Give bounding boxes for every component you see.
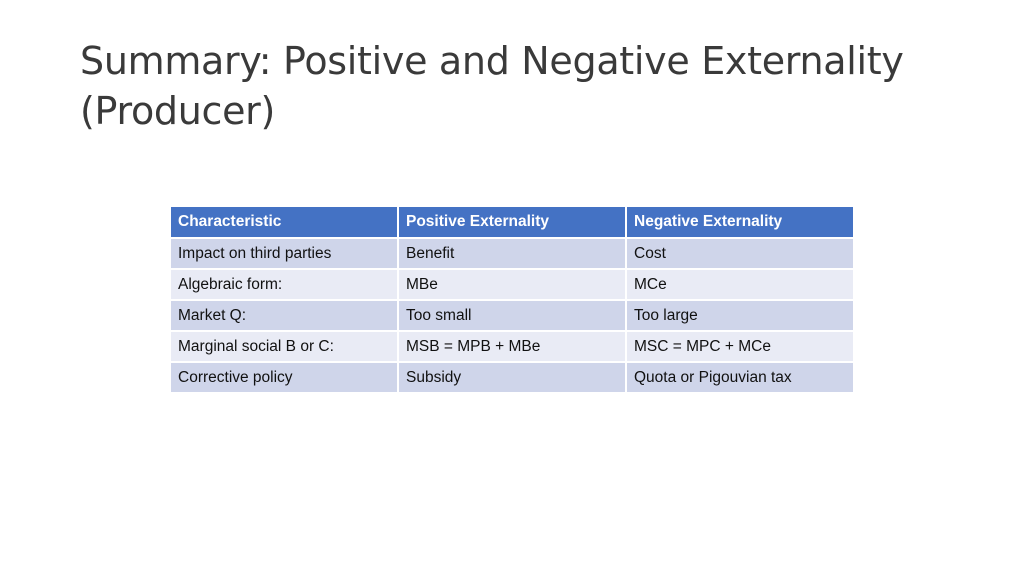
cell-negative: MSC = MPC + MCe bbox=[626, 331, 853, 362]
externality-comparison-table bbox=[171, 207, 853, 394]
header-characteristic: Characteristic bbox=[171, 207, 398, 238]
table-row bbox=[171, 238, 853, 269]
slide-title-line-2: (Producer) bbox=[80, 89, 276, 133]
table-row bbox=[171, 362, 853, 393]
header-positive-externality: Positive Externality bbox=[398, 207, 626, 238]
cell-negative: MCe bbox=[626, 269, 853, 300]
cell-positive: Too small bbox=[398, 300, 626, 331]
table-row bbox=[171, 300, 853, 331]
table-header-row bbox=[171, 207, 853, 238]
cell-negative: Quota or Pigouvian tax bbox=[626, 362, 853, 393]
cell-characteristic: Market Q: bbox=[171, 300, 398, 331]
cell-positive: Subsidy bbox=[398, 362, 626, 393]
table-row bbox=[171, 269, 853, 300]
cell-positive: MSB = MPB + MBe bbox=[398, 331, 626, 362]
cell-characteristic: Impact on third parties bbox=[171, 238, 398, 269]
cell-positive: MBe bbox=[398, 269, 626, 300]
table-row bbox=[171, 331, 853, 362]
slide-title bbox=[80, 36, 960, 136]
table-body bbox=[171, 238, 853, 393]
slide-title-line-1: Summary: Positive and Negative Externality bbox=[80, 39, 904, 83]
cell-positive: Benefit bbox=[398, 238, 626, 269]
comparison-table-container bbox=[171, 207, 853, 394]
cell-characteristic: Corrective policy bbox=[171, 362, 398, 393]
cell-negative: Cost bbox=[626, 238, 853, 269]
table-header bbox=[171, 207, 853, 238]
cell-characteristic: Marginal social B or C: bbox=[171, 331, 398, 362]
cell-characteristic: Algebraic form: bbox=[171, 269, 398, 300]
header-negative-externality: Negative Externality bbox=[626, 207, 853, 238]
cell-negative: Too large bbox=[626, 300, 853, 331]
